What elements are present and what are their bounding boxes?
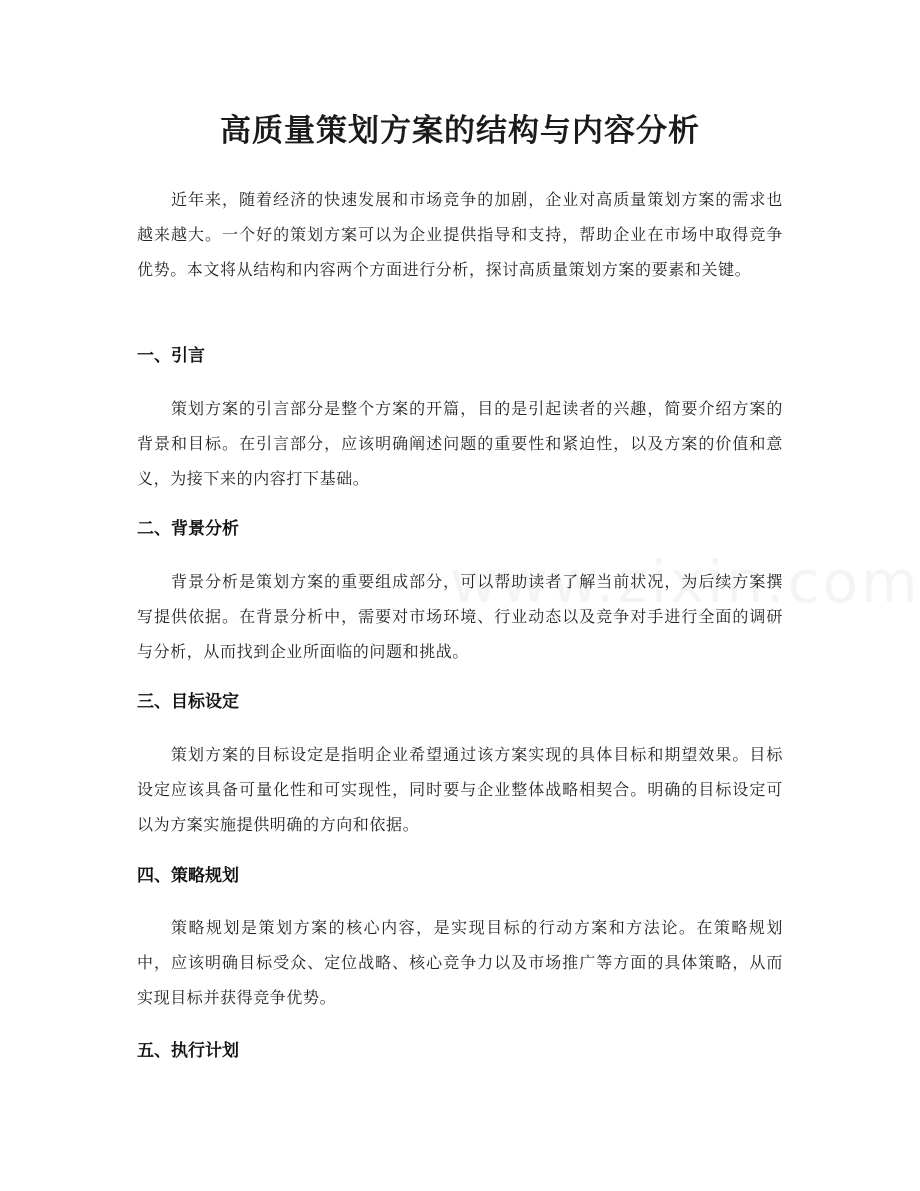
- section-body-background: 背景分析是策划方案的重要组成部分，可以帮助读者了解当前状况，为后续方案撰写提供依据。在背景分析中，需要对市场环境、行业动态以及竞争对手进行全面的调研与分析，从而找到企业所面临的问题和挑战。: [137, 572, 783, 661]
- section-heading-intro: 一、引言: [137, 346, 205, 366]
- section-heading-execution: 五、执行计划: [137, 1041, 239, 1061]
- section-body-goals: 策划方案的目标设定是指明企业希望通过该方案实现的具体目标和期望效果。目标设定应该具备可量化性和可实现性，同时要与企业整体战略相契合。明确的目标设定可以为方案实施提供明确的方向和依据。: [137, 745, 783, 834]
- document-title: 高质量策划方案的结构与内容分析: [220, 113, 700, 149]
- section-body-strategy: 策略规划是策划方案的核心内容，是实现目标的行动方案和方法论。在策略规划中，应该明确目标受众、定位战略、核心竞争力以及市场推广等方面的具体策略，从而实现目标并获得竞争优势。: [137, 918, 783, 1007]
- intro-paragraph: 近年来，随着经济的快速发展和市场竞争的加剧，企业对高质量策划方案的需求也越来越大。一个好的策划方案可以为企业提供指导和支持，帮助企业在市场中取得竞争优势。本文将从结构和内容两个方面进行分析，探讨高质量策划方案的要素和关键。: [137, 190, 783, 279]
- section-heading-background: 二、背景分析: [137, 519, 239, 539]
- section-heading-strategy: 四、策略规划: [137, 866, 239, 886]
- section-heading-goals: 三、目标设定: [137, 692, 239, 712]
- section-body-intro: 策划方案的引言部分是整个方案的开篇，目的是引起读者的兴趣，简要介绍方案的背景和目标。在引言部分，应该明确阐述问题的重要性和紧迫性，以及方案的价值和意义，为接下来的内容打下基础。: [137, 399, 783, 488]
